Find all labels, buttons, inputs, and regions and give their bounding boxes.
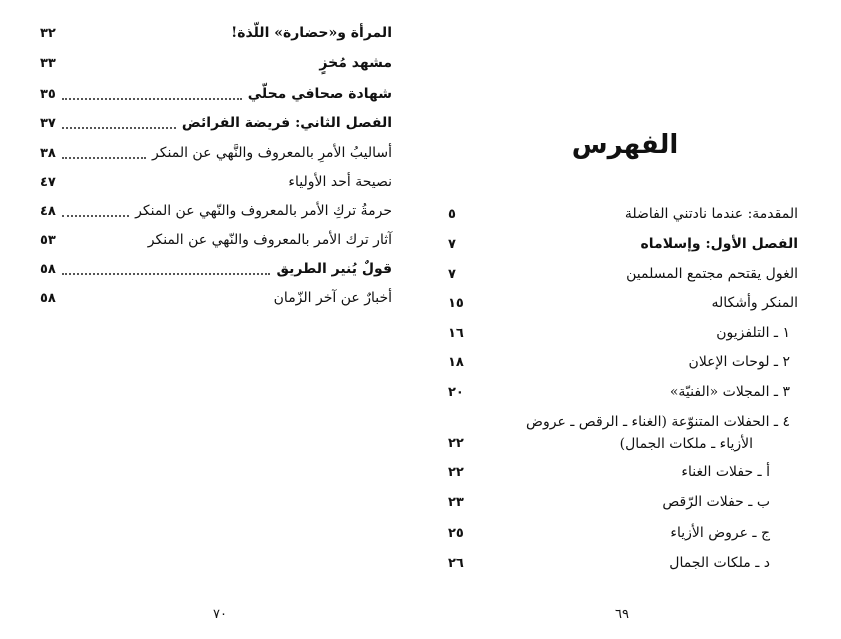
entry-page: ١٦ (448, 326, 464, 341)
entry-page: ٢٠ (448, 385, 464, 400)
entry-page: ٣٣ (40, 56, 56, 71)
entry-title: ج ـ عروض الأزياء (670, 525, 770, 541)
entry-page: ٥٣ (40, 233, 56, 248)
entry-title: المقدمة: عندما نادتني الفاضلة (624, 206, 798, 222)
toc-entry (40, 52, 392, 74)
toc-entry (448, 263, 798, 285)
entry-page: ٣٨ (40, 146, 56, 161)
entry-title: ١ ـ التلفزيون (716, 325, 790, 341)
dot-leader (62, 273, 271, 275)
dot-leader (62, 98, 242, 100)
entry-title: قولٌ يُنير الطريق (276, 261, 392, 277)
toc-entry (448, 552, 798, 574)
toc-entry (40, 142, 392, 164)
entry-title: مشهد مُخزٍ (319, 55, 392, 71)
entry-page: ٥٨ (40, 291, 56, 306)
toc-entry (40, 171, 392, 193)
entry-title: المرأة و«حضارة» اللّذة! (231, 25, 392, 41)
entry-page: ٢٢ (448, 436, 464, 451)
entry-page: ٥٨ (40, 262, 56, 277)
toc-entry (448, 351, 798, 373)
entry-page: ١٨ (448, 355, 464, 370)
entry-page: ٣٧ (40, 116, 56, 131)
toc-entry (40, 229, 392, 251)
entry-page: ٤٧ (40, 175, 56, 190)
entry-title: الغول يقتحم مجتمع المسلمين (626, 266, 798, 282)
entry-title: أساليبُ الأمرِ بالمعروف والنَّهي عن المنكر (152, 145, 392, 161)
toc-entry (448, 411, 798, 455)
toc-entry (40, 83, 392, 105)
entry-page: ٥ (448, 207, 456, 222)
entry-title-continued: الأزياء ـ ملكات الجمال) (619, 436, 753, 452)
entry-page: ٢٢ (448, 465, 464, 480)
entry-title: أ ـ حفلات الغناء (681, 464, 770, 480)
toc-entry (40, 22, 392, 44)
entry-title: الفصل الأول: وإسلاماه (640, 236, 798, 252)
entry-title: ب ـ حفلات الرّقص (662, 494, 770, 510)
entry-title: أخبارٌ عن آخر الزّمان (273, 290, 392, 306)
toc-entry (448, 381, 798, 403)
entry-page: ٣٥ (40, 87, 56, 102)
toc-entry (448, 491, 798, 513)
entry-title: آثار ترك الأمر بالمعروف والنّهي عن المنكر (147, 232, 392, 248)
toc-entry (448, 461, 798, 483)
toc-entry (448, 233, 798, 255)
entry-page: ٢٥ (448, 526, 464, 541)
entry-page: ٧ (448, 267, 456, 282)
toc-entry (448, 522, 798, 544)
toc-entry (40, 200, 392, 222)
page-number: ٦٩ (615, 607, 629, 622)
entry-title: ٤ ـ الحفلات المتنوّعة (الغناء ـ الرقص ـ عروض (526, 414, 790, 430)
page-number: ٧٠ (213, 607, 227, 622)
entry-page: ٧ (448, 237, 456, 252)
entry-title: المنكر وأشكاله (711, 295, 798, 311)
dot-leader (62, 157, 146, 159)
dot-leader (62, 215, 129, 217)
toc-entry (448, 322, 798, 344)
toc-entry (40, 258, 392, 280)
toc-entry (448, 292, 798, 314)
entry-title: ٢ ـ لوحات الإعلان (688, 354, 790, 370)
toc-entry (448, 203, 798, 225)
dot-leader (62, 127, 176, 129)
page-title: الفهرس (571, 130, 679, 160)
toc-entry (40, 287, 392, 309)
entry-page: ٤٨ (40, 204, 56, 219)
entry-title: د ـ ملكات الجمال (669, 555, 770, 571)
entry-page: ١٥ (448, 296, 464, 311)
toc-entry (40, 112, 392, 134)
entry-title: نصيحة أحد الأولياء (288, 174, 392, 190)
entry-page: ٢٣ (448, 495, 464, 510)
entry-page: ٢٦ (448, 556, 464, 571)
entry-title: حرمةُ تركِ الأمر بالمعروف والنّهي عن المنكر (135, 203, 392, 219)
entry-title: الفصل الثاني: فريضة الفرائض (181, 115, 392, 131)
entry-page: ٣٢ (40, 26, 56, 41)
entry-title: ٣ ـ المجلات «الفنيّة» (669, 384, 790, 400)
entry-title: شهادة صحافي محلّي (247, 86, 392, 102)
